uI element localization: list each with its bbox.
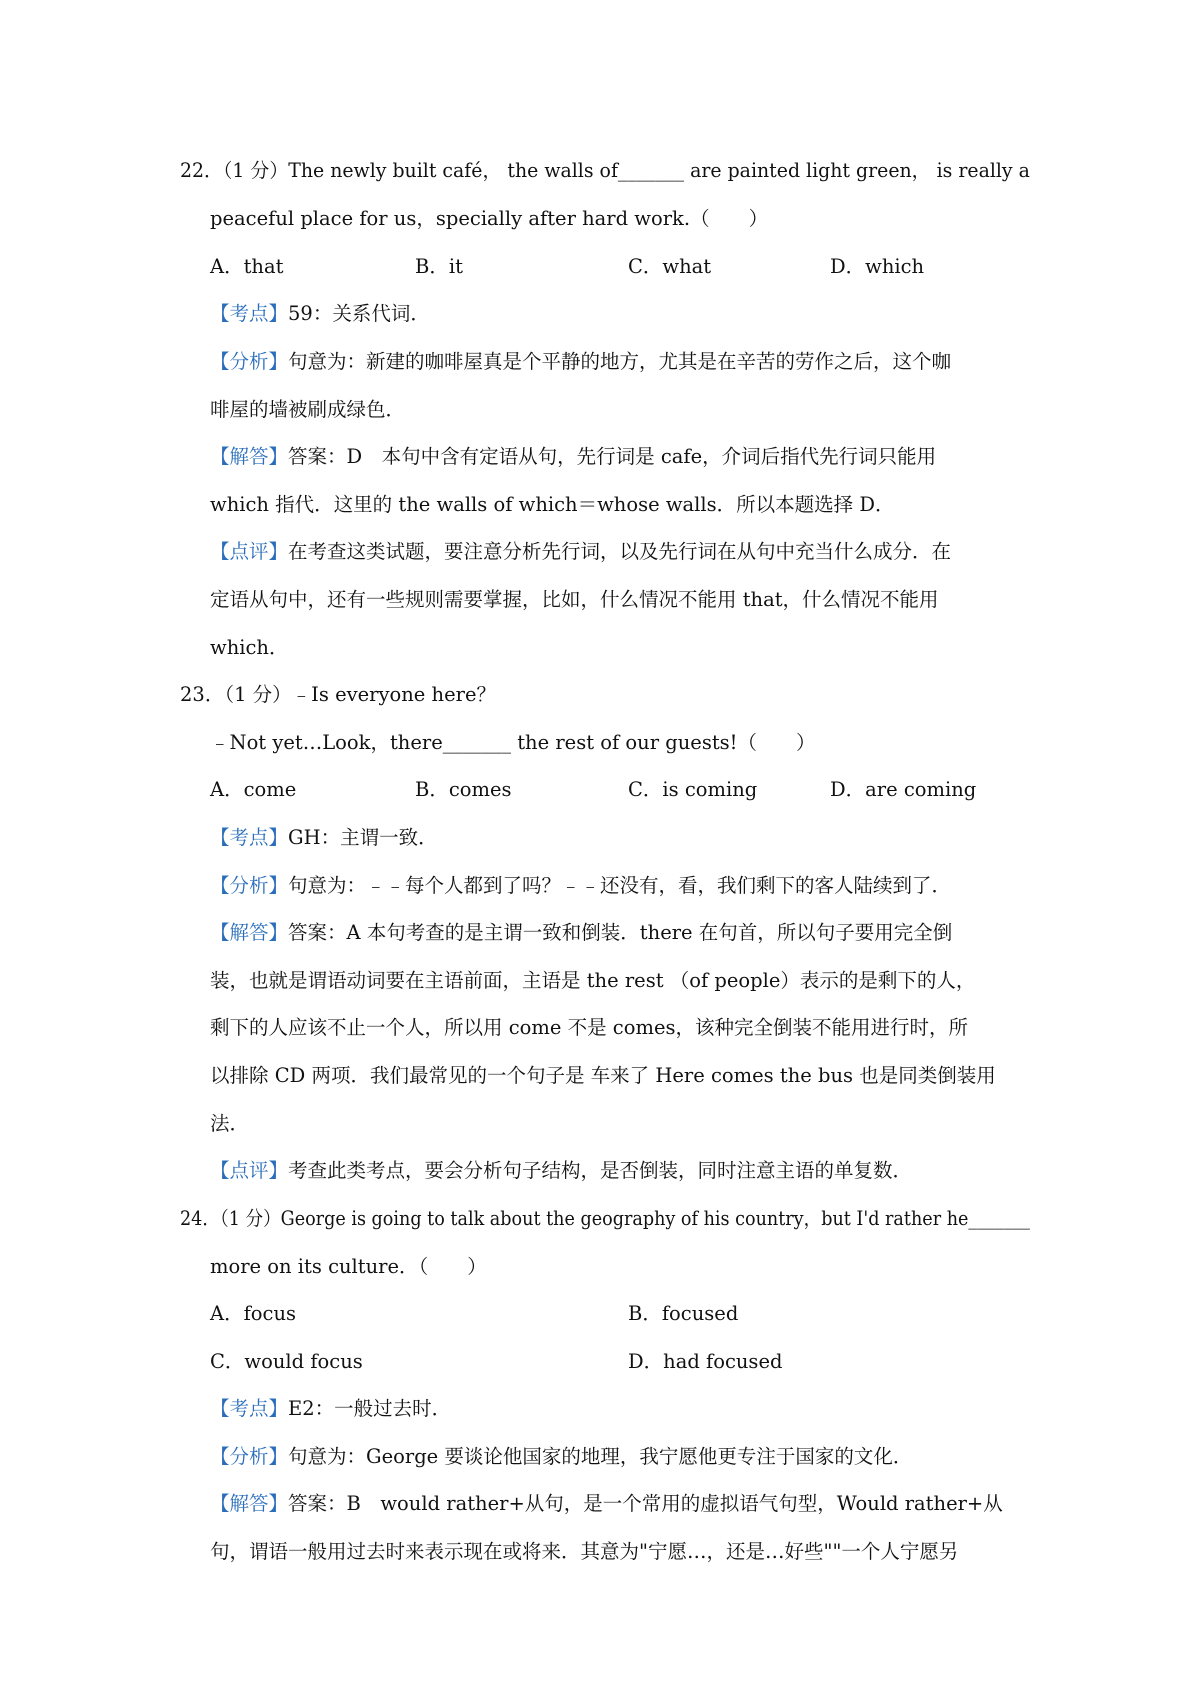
q24-stem-line-2: more on its culture．（ ） <box>210 1255 487 1278</box>
fenxi-tag: 【分析】 <box>210 874 289 897</box>
fenxi-text: 句意为：George 要谈论他国家的地理，我宁愿他更专注于国家的文化． <box>288 1445 913 1468</box>
q23-stem-line-2: ﹣Not yet…Look，there_______ the rest of our guests!（ ） <box>210 731 816 754</box>
q22-fenxi <box>210 349 951 375</box>
q22-option-a: A．that <box>210 255 284 278</box>
q22-dianping-line-2: 定语从句中，还有一些规则需要掌握，比如，什么情况不能用 that，什么情况不能用 <box>210 588 939 611</box>
q23-option-b: B．comes <box>415 778 512 801</box>
q23-kaodian <box>210 825 438 851</box>
q22-dianping <box>210 539 951 565</box>
q24-option-a: A．focus <box>210 1302 297 1325</box>
kaodian-text: GH：主谓一致． <box>288 826 438 849</box>
kaodian-tag: 【考点】 <box>210 1397 289 1420</box>
q23-option-a: A．come <box>210 778 297 801</box>
q24-kaodian <box>210 1396 451 1422</box>
jieda-text: 答案：A 本句考查的是主谓一致和倒装．there 在句首，所以句子要用完全倒 <box>288 921 953 944</box>
q24-stem-line-1: 24．（1 分）George is going to talk about the geography of his country，but I'd rather he_______ <box>180 1207 1030 1230</box>
q23-jieda-line-2: 装，也就是谓语动词要在主语前面，主语是 the rest （of people）表示的是剩下的人， <box>210 969 976 992</box>
q22-stem-line-2: peaceful place for us，specially after hard work.（ ） <box>210 207 769 230</box>
q22-option-c: C．what <box>628 255 712 278</box>
q23-stem-line-1: 23．（1 分）﹣Is everyone here？ <box>180 683 497 706</box>
fenxi-text: 句意为：新建的咖啡屋真是个平静的地方，尤其是在辛苦的劳作之后，这个咖 <box>288 350 952 373</box>
q23-option-c: C．is coming <box>628 778 758 801</box>
fenxi-tag: 【分析】 <box>210 1445 289 1468</box>
jieda-tag: 【解答】 <box>210 445 289 468</box>
q22-jieda <box>210 444 936 470</box>
q24-jieda <box>210 1491 1003 1517</box>
jieda-tag: 【解答】 <box>210 1492 289 1515</box>
dianping-text: 在考查这类试题，要注意分析先行词，以及先行词在从句中充当什么成分．在 <box>288 540 952 563</box>
fenxi-text: 句意为：﹣﹣每个人都到了吗？﹣﹣还没有，看，我们剩下的客人陆续到了． <box>288 874 952 897</box>
q23-jieda <box>210 920 952 946</box>
kaodian-text: 59：关系代词． <box>288 302 430 325</box>
q23-option-d: D．are coming <box>830 778 977 801</box>
dianping-text: 考查此类考点，要会分析句子结构，是否倒装，同时注意主语的单复数． <box>288 1159 913 1182</box>
kaodian-tag: 【考点】 <box>210 302 289 325</box>
q23-jieda-line-5: 法． <box>210 1112 250 1135</box>
q23-dianping <box>210 1158 912 1184</box>
q22-dianping-line-3: which． <box>210 636 289 659</box>
q24-option-d: D．had focused <box>628 1350 783 1373</box>
q22-option-d: D．which <box>830 255 925 278</box>
q23-jieda-line-3: 剩下的人应该不止一个人，所以用 come 不是 comes，该种完全倒装不能用进行时，所 <box>210 1016 968 1039</box>
q22-fenxi-line-2: 啡屋的墙被刷成绿色． <box>210 398 406 421</box>
q22-kaodian <box>210 301 430 327</box>
q23-fenxi <box>210 873 951 899</box>
q24-option-c: C．would focus <box>210 1350 363 1373</box>
q24-fenxi <box>210 1444 912 1470</box>
q23-jieda-line-4: 以排除 CD 两项．我们最常见的一个句子是 车来了 Here comes the bus 也是同类倒装用 <box>210 1064 996 1087</box>
dianping-tag: 【点评】 <box>210 540 289 563</box>
q24-option-b: B．focused <box>628 1302 739 1325</box>
q22-stem-line-1: 22．（1 分）The newly built café， the walls of_______ are painted light green， is really a <box>180 159 1030 182</box>
jieda-text: 答案：B would rather+从句，是一个常用的虚拟语气句型，Would rather+从 <box>288 1492 1003 1515</box>
q22-jieda-line-2: which 指代．这里的 the walls of which＝whose walls．所以本题选择 D． <box>210 493 895 516</box>
kaodian-text: E2：一般过去时． <box>288 1397 452 1420</box>
q24-jieda-line-2: 句，谓语一般用过去时来表示现在或将来．其意为"宁愿…，还是…好些""一个人宁愿另 <box>210 1540 959 1563</box>
jieda-tag: 【解答】 <box>210 921 289 944</box>
fenxi-tag: 【分析】 <box>210 350 289 373</box>
kaodian-tag: 【考点】 <box>210 826 289 849</box>
jieda-text: 答案：D 本句中含有定语从句，先行词是 cafe，介词后指代先行词只能用 <box>288 445 937 468</box>
q22-option-b: B．it <box>415 255 463 278</box>
dianping-tag: 【点评】 <box>210 1159 289 1182</box>
